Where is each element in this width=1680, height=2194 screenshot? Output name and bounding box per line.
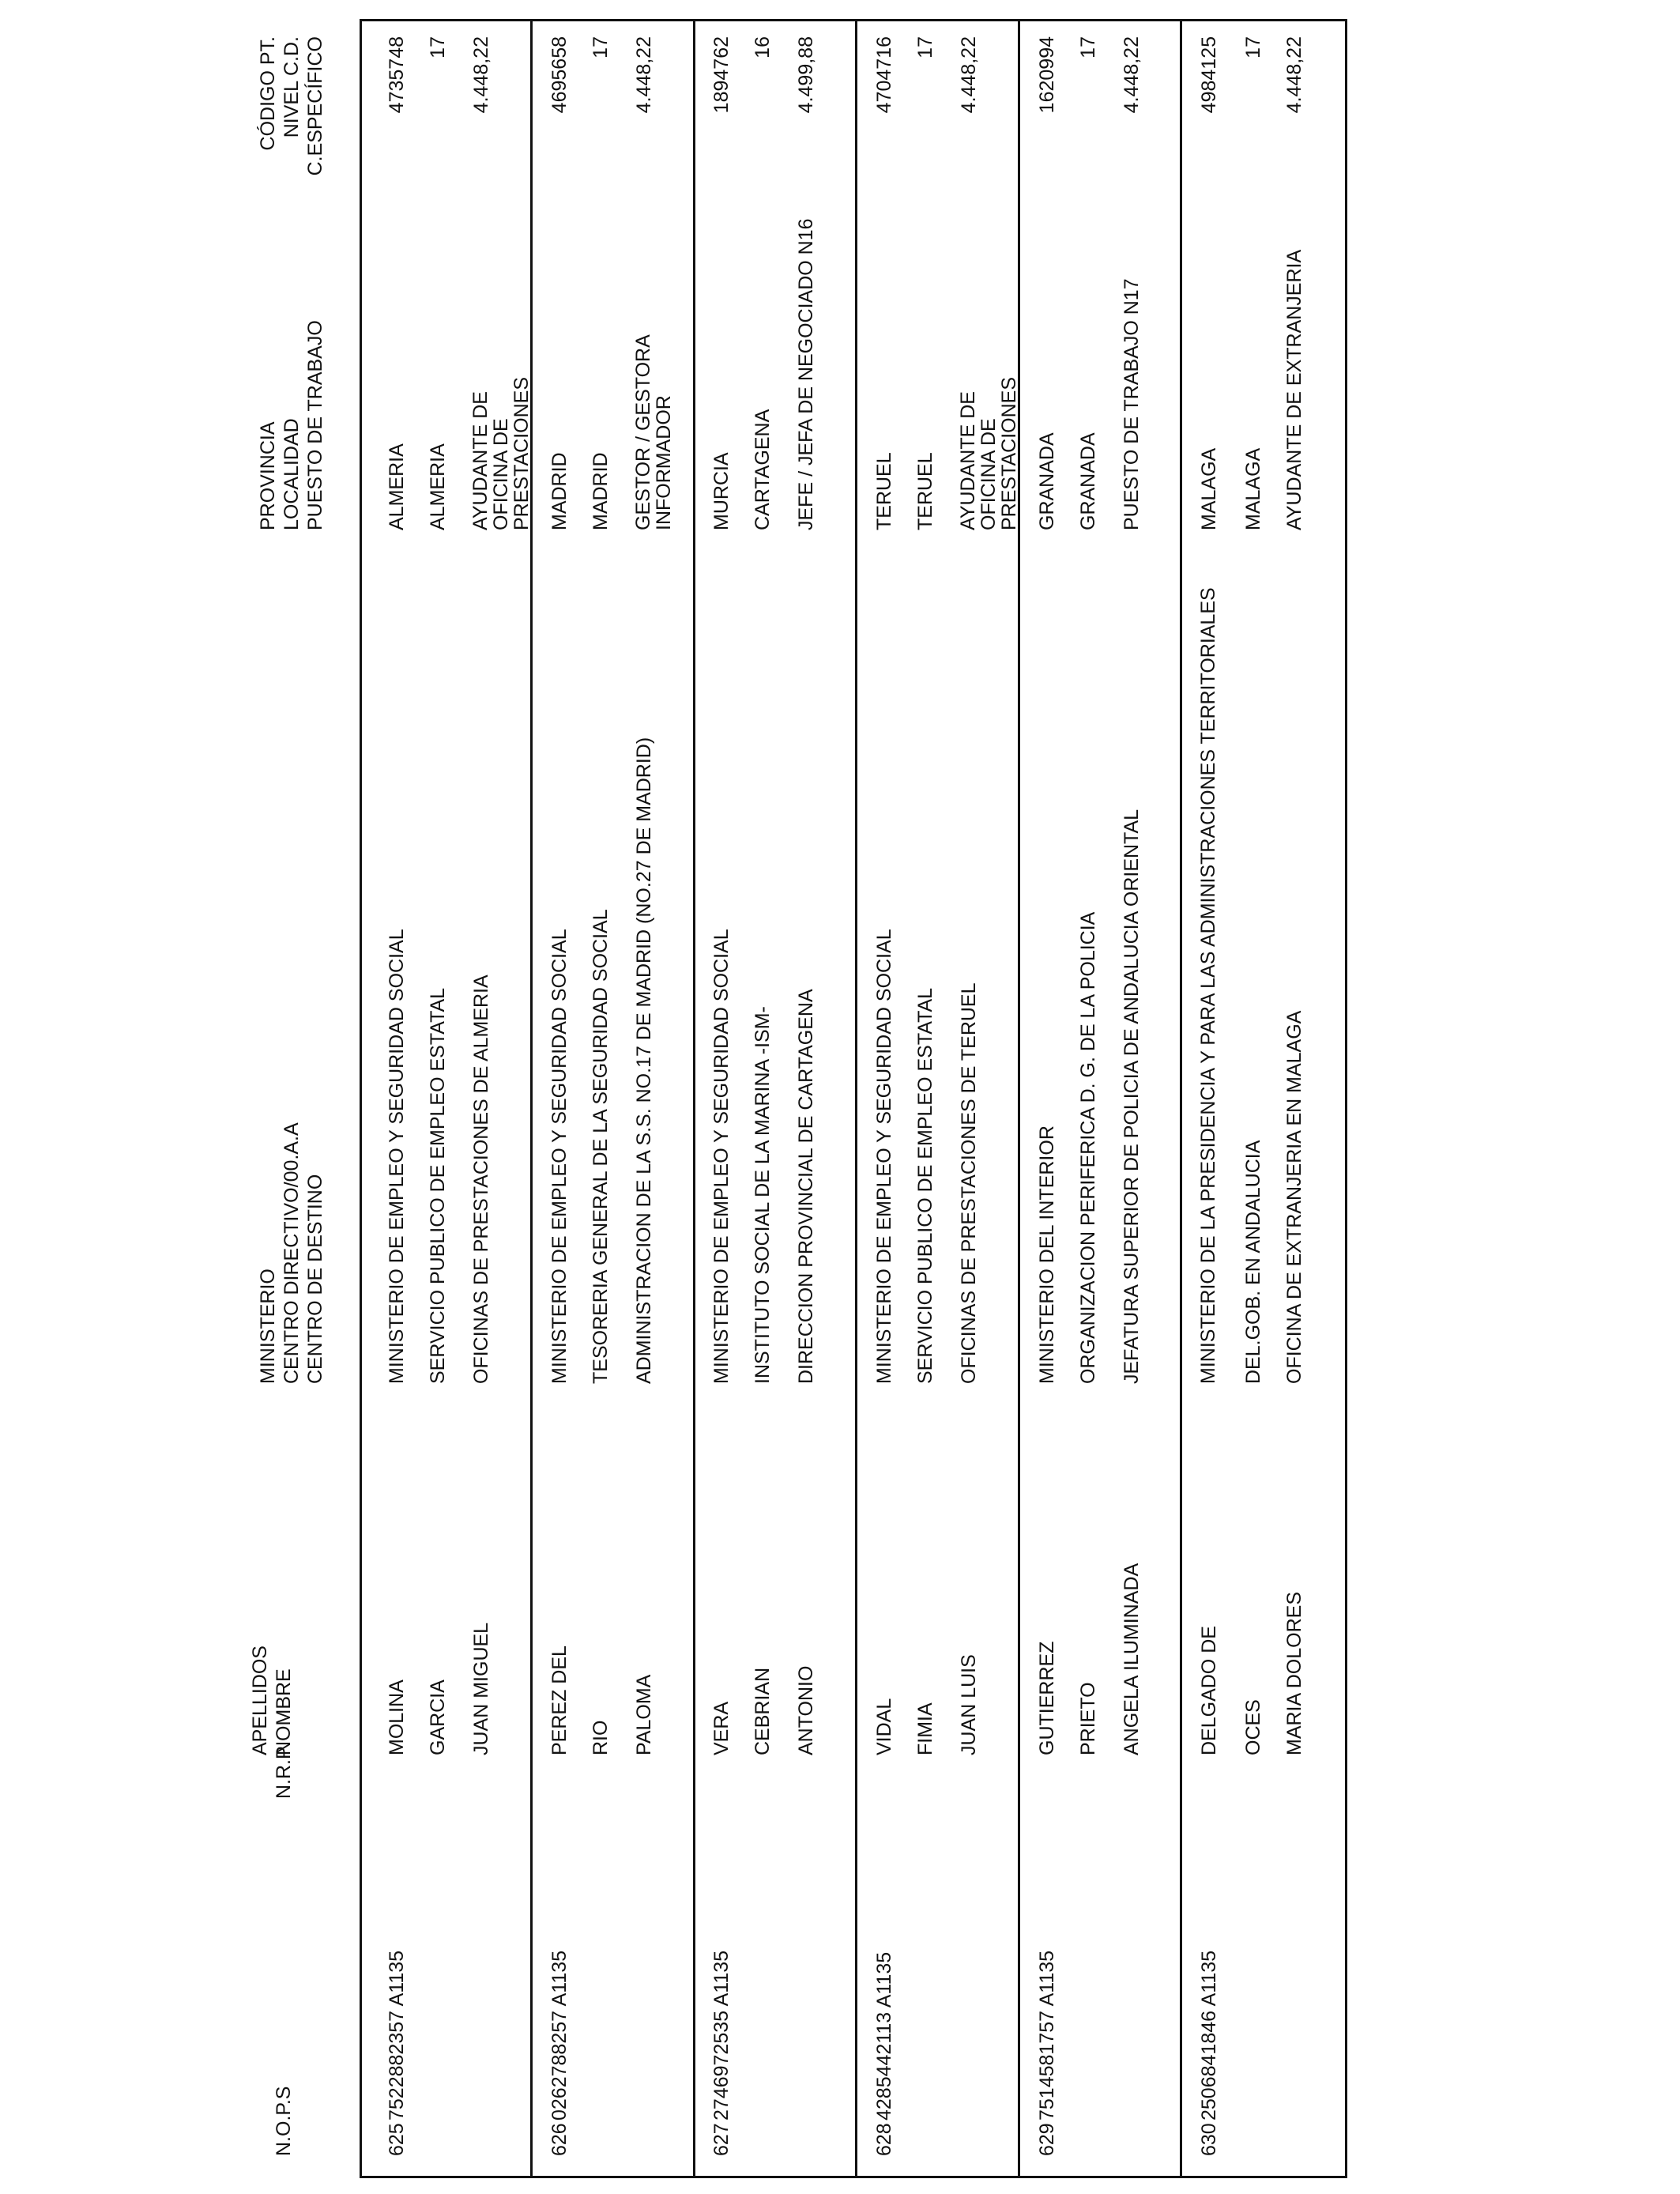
row-apellido1: GUTIERREZ <box>1036 1641 1058 1755</box>
row-nivel: 17 <box>590 36 612 58</box>
row-provincia: MADRID <box>548 452 571 530</box>
row-nops: 627 <box>710 2123 733 2156</box>
row-nombre: PALOMA <box>633 1674 655 1755</box>
row-provincia: MALAGA <box>1198 447 1220 530</box>
row-nops: 628 <box>873 2123 895 2156</box>
row-nivel: 16 <box>751 36 774 58</box>
row-puesto: AYUDANTE DE EXTRANJERIA <box>1283 249 1305 530</box>
row-ministerio: MINISTERIO DE EMPLEO Y SEGURIDAD SOCIAL <box>710 929 733 1384</box>
row-nops: 625 <box>386 2123 408 2156</box>
row-centro-destino: OFICINAS DE PRESTACIONES DE TERUEL <box>958 982 980 1384</box>
row-codigo: 4735748 <box>386 36 408 114</box>
row-provincia: ALMERIA <box>386 443 408 530</box>
header-provincia: PROVINCIA <box>257 421 279 530</box>
row-provincia: MURCIA <box>710 452 733 530</box>
row-nombre: ANTONIO <box>795 1665 817 1755</box>
row-centro-directivo: TESORERIA GENERAL DE LA SEGURIDAD SOCIAL <box>590 909 612 1384</box>
row-apellido2: PRIETO <box>1077 1682 1099 1755</box>
row-nombre: MARIA DOLORES <box>1283 1592 1305 1755</box>
row-nrp: 7514581757 A1135 <box>1036 1950 1058 2120</box>
row-especifico: 4.448,22 <box>1121 36 1143 114</box>
row-apellido1: DELGADO DE <box>1198 1626 1220 1755</box>
row-nrp: 2746972535 A1135 <box>710 1950 733 2120</box>
header-nivel: NIVEL C.D. <box>281 36 303 138</box>
header-centro-destino: CENTRO DE DESTINO <box>304 1174 326 1384</box>
row-codigo: 1620994 <box>1036 36 1058 114</box>
row-apellido2: FIMIA <box>914 1702 936 1755</box>
row-provincia: GRANADA <box>1036 432 1058 530</box>
row-nivel: 17 <box>1242 36 1264 58</box>
row-separator <box>855 19 857 2178</box>
header-nops: N.O.P.S <box>273 2086 295 2156</box>
row-ministerio: MINISTERIO DEL INTERIOR <box>1036 1125 1058 1384</box>
row-nivel: 17 <box>1077 36 1099 58</box>
row-localidad: GRANADA <box>1077 432 1099 530</box>
row-puesto: PUESTO DE TRABAJO N17 <box>1121 278 1143 530</box>
row-separator <box>693 19 695 2178</box>
row-centro-directivo: ORGANIZACION PERIFERICA D. G. DE LA POLICIA <box>1077 911 1099 1384</box>
row-nombre: JUAN LUIS <box>958 1654 980 1755</box>
row-localidad: MALAGA <box>1242 447 1264 530</box>
header-nrp: N.R.P <box>273 1746 295 1799</box>
row-centro-destino: JEFATURA SUPERIOR DE POLICIA DE ANDALUCIA ORIENTAL <box>1121 809 1143 1384</box>
row-centro-directivo: INSTITUTO SOCIAL DE LA MARINA -ISM- <box>751 1006 774 1384</box>
row-nops: 630 <box>1198 2123 1220 2156</box>
row-centro-destino: DIRECCION PROVINCIAL DE CARTAGENA <box>795 989 817 1384</box>
row-ministerio: MINISTERIO DE EMPLEO Y SEGURIDAD SOCIAL <box>386 929 408 1384</box>
row-centro-destino: ADMINISTRACION DE LA S.S. NO.17 DE MADRID (NO.27 DE MADRID) <box>633 737 655 1384</box>
header-ministerio: MINISTERIO <box>257 1269 279 1384</box>
row-localidad: ALMERIA <box>427 443 449 530</box>
row-puesto: AYUDANTE DE OFICINA DE PRESTACIONES <box>469 376 533 530</box>
row-centro-destino: OFICINAS DE PRESTACIONES DE ALMERIA <box>470 974 492 1384</box>
row-centro-directivo: SERVICIO PUBLICO DE EMPLEO ESTATAL <box>427 987 449 1384</box>
row-ministerio: MINISTERIO DE EMPLEO Y SEGURIDAD SOCIAL <box>548 929 571 1384</box>
row-apellido2: CEBRIAN <box>751 1667 774 1755</box>
header-especifico: C.ESPECÍFICO <box>304 36 326 176</box>
row-puesto: GESTOR / GESTORA INFORMADOR <box>632 335 675 530</box>
row-localidad: TERUEL <box>914 452 936 530</box>
header-localidad: LOCALIDAD <box>281 418 303 530</box>
header-puesto: PUESTO DE TRABAJO <box>304 320 326 530</box>
row-provincia: TERUEL <box>873 452 895 530</box>
row-apellido1: VERA <box>710 1701 733 1755</box>
row-centro-destino: OFICINA DE EXTRANJERIA EN MALAGA <box>1283 1010 1305 1384</box>
row-ministerio: MINISTERIO DE EMPLEO Y SEGURIDAD SOCIAL <box>873 929 895 1384</box>
row-localidad: MADRID <box>590 452 612 530</box>
header-codigo: CÓDIGO PT. <box>257 36 279 151</box>
row-nrp: 0262788257 A1135 <box>548 1950 571 2120</box>
row-puesto: AYUDANTE DE OFICINA DE PRESTACIONES <box>957 376 1020 530</box>
row-apellido2: OCES <box>1242 1699 1264 1755</box>
row-ministerio: MINISTERIO DE LA PRESIDENCIA Y PARA LAS ADMINISTRACIONES TERRITORIALES <box>1197 587 1219 1384</box>
row-nombre: ANGELA ILUMINADA <box>1121 1563 1143 1755</box>
row-nivel: 17 <box>427 36 449 58</box>
row-nops: 626 <box>548 2123 571 2156</box>
row-codigo: 1894762 <box>710 36 733 114</box>
header-nombre: NOMBRE <box>273 1668 295 1755</box>
row-especifico: 4.499,88 <box>795 36 817 114</box>
row-apellido1: MOLINA <box>386 1679 408 1755</box>
row-nombre: JUAN MIGUEL <box>470 1622 492 1755</box>
row-codigo: 4704716 <box>873 36 895 114</box>
row-especifico: 4.448,22 <box>470 36 492 114</box>
row-codigo: 4695658 <box>548 36 571 114</box>
row-especifico: 4.448,22 <box>958 36 980 114</box>
header-centro-directivo: CENTRO DIRECTIVO/00.A.A <box>281 1122 303 1384</box>
row-nivel: 17 <box>914 36 936 58</box>
row-separator <box>1180 19 1182 2178</box>
row-apellido2: RIO <box>590 1720 612 1755</box>
row-apellido1: VIDAL <box>873 1698 895 1755</box>
header-apellidos: APELLIDOS <box>249 1646 271 1755</box>
row-centro-directivo: DEL.GOB. EN ANDALUCIA <box>1242 1140 1264 1384</box>
row-centro-directivo: SERVICIO PUBLICO DE EMPLEO ESTATAL <box>914 987 936 1384</box>
row-nrp: 7522882357 A1135 <box>386 1950 408 2120</box>
row-especifico: 4.448,22 <box>1283 36 1305 114</box>
row-nrp: 2506841846 A1135 <box>1198 1950 1220 2120</box>
row-puesto: JEFE / JEFA DE NEGOCIADO N16 <box>795 218 817 530</box>
row-especifico: 4.448,22 <box>633 36 655 114</box>
row-codigo: 4984125 <box>1198 36 1220 114</box>
row-localidad: CARTAGENA <box>751 409 774 530</box>
row-nops: 629 <box>1036 2123 1058 2156</box>
row-nrp: 4285442113 A1135 <box>873 1951 895 2120</box>
row-apellido2: GARCIA <box>427 1679 449 1755</box>
row-apellido1: PEREZ DEL <box>548 1646 571 1755</box>
